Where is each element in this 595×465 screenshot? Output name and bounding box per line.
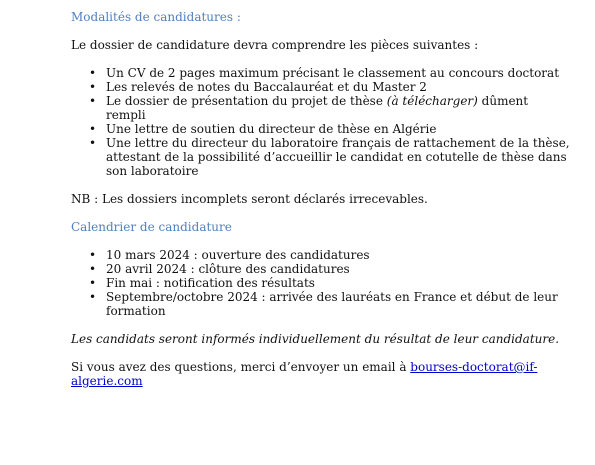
- list-item: [71, 80, 571, 94]
- list-item-text: 10 mars 2024 : ouverture des candidatures: [106, 248, 370, 262]
- email-link[interactable]: bourses-doctorat@if-algerie.com: [71, 360, 538, 388]
- list-item-suffix: dûment rempli: [106, 94, 529, 122]
- list-item-text: Une lettre du directeur du laboratoire français de rattachement de la thèse, attestant de la possibilité d’accueillir le candidat en cotutelle de thèse dans son laboratoire: [106, 136, 570, 178]
- bullet-icon: •: [89, 136, 97, 150]
- intro-text: Le dossier de candidature devra comprendre les pièces suivantes :: [71, 38, 479, 52]
- bullet-icon: •: [89, 248, 97, 262]
- list-item-text: Fin mai : notification des résultats: [106, 276, 315, 290]
- contact-prefix: Si vous avez des questions, merci d’envoyer un email à: [71, 360, 411, 374]
- list-item-text: Une lettre de soutien du directeur de thèse en Algérie: [106, 122, 437, 136]
- bullet-icon: •: [89, 290, 97, 304]
- contact-line: [71, 360, 571, 388]
- list-item-text: Les relevés de notes du Baccalauréat et du Master 2: [106, 80, 427, 94]
- list-item: [71, 94, 571, 122]
- list-item: [71, 66, 571, 80]
- heading-modalites: Modalités de candidatures :: [71, 10, 241, 24]
- list-item-text: Un CV de 2 pages maximum précisant le classement au concours doctorat: [106, 66, 560, 80]
- nb-note: NB : Les dossiers incomplets seront déclarés irrecevables.: [71, 192, 428, 206]
- list-item: [71, 290, 571, 318]
- required-documents-list: [71, 66, 571, 178]
- info-text: Les candidats seront informés individuellement du résultat de leur candidature.: [71, 332, 560, 346]
- bullet-icon: •: [89, 276, 97, 290]
- document-page: [71, 10, 571, 388]
- list-item-text: Le dossier de présentation du projet de thèse: [106, 94, 383, 108]
- list-item: [71, 248, 571, 262]
- list-item: [71, 136, 571, 178]
- list-item: [71, 276, 571, 290]
- bullet-icon: •: [89, 66, 97, 80]
- list-item-text: 20 avril 2024 : clôture des candidatures: [106, 262, 350, 276]
- bullet-icon: •: [89, 262, 97, 276]
- list-item-text: Septembre/octobre 2024 : arrivée des lauréats en France et début de leur formation: [106, 290, 558, 318]
- bullet-icon: •: [89, 122, 97, 136]
- bullet-icon: •: [89, 80, 97, 94]
- download-link-text[interactable]: (à télécharger): [386, 94, 478, 108]
- bullet-icon: •: [89, 94, 97, 108]
- calendar-list: [71, 248, 571, 318]
- list-item: [71, 262, 571, 276]
- list-item: [71, 122, 571, 136]
- heading-calendrier: Calendrier de candidature: [71, 220, 232, 234]
